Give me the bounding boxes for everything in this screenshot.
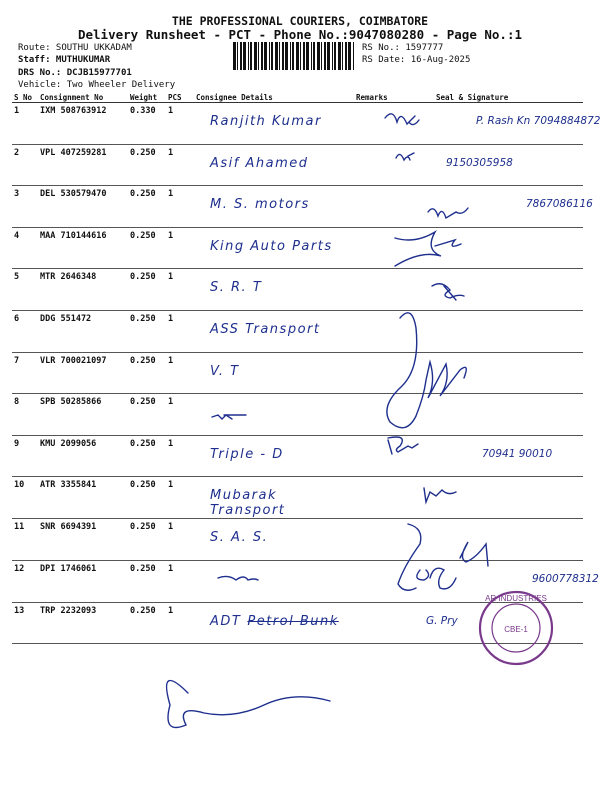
consignee-name: ASS Transport — [210, 321, 321, 337]
signature-cell — [414, 435, 583, 477]
pcs-value: 1 — [166, 186, 194, 228]
pcs-value: 1 — [166, 269, 194, 311]
serial-number: 3 — [12, 186, 38, 228]
remarks-cell — [354, 477, 414, 519]
remarks-cell — [354, 269, 414, 311]
weight-value: 0.250 — [128, 560, 166, 602]
barcode-bar — [321, 42, 322, 70]
weight-value: 0.250 — [128, 186, 166, 228]
barcode-bar — [237, 42, 238, 70]
runsheet-subtitle: Delivery Runsheet - PCT - Phone No.:9047080280 - Page No.:1 — [77, 27, 522, 42]
column-header: Weight — [128, 92, 166, 103]
barcode-bar — [332, 42, 333, 70]
signature-cell — [414, 477, 583, 519]
consignment-number: DPI 1746061 — [38, 560, 128, 602]
signature-cell — [414, 560, 599, 602]
consignment-number: VLR 700021097 — [38, 352, 128, 394]
signature-cell — [414, 186, 593, 228]
signature-text: G. Pry — [426, 614, 458, 627]
remarks-cell — [354, 519, 414, 561]
consignment-number: DEL 530579470 — [38, 186, 128, 228]
weight-value: 0.250 — [128, 519, 166, 561]
pcs-value: 1 — [166, 477, 194, 519]
remarks-cell — [354, 310, 414, 352]
barcode-bar — [296, 42, 299, 70]
barcode-bar — [271, 42, 273, 70]
consignment-number: VPL 407259281 — [38, 144, 128, 186]
consignee-name: ADT — [210, 613, 242, 629]
table-row — [12, 103, 583, 145]
vehicle-label: Vehicle: Two Wheeler Delivery — [18, 80, 176, 90]
weight-value: 0.250 — [128, 227, 166, 269]
staff-label: Staff: MUTHUKUMAR — [18, 55, 111, 65]
consignment-number: DDG 551472 — [38, 310, 128, 352]
barcode-bar — [342, 42, 343, 70]
weight-value: 0.250 — [128, 477, 166, 519]
consignment-number: IXM 508763912 — [38, 103, 128, 145]
remarks-cell — [354, 186, 414, 228]
weight-value: 0.250 — [128, 352, 166, 394]
barcode-bar — [317, 42, 320, 70]
remarks-cell — [354, 144, 414, 186]
remarks-cell — [354, 227, 414, 269]
consignment-number: MAA 710144616 — [38, 227, 128, 269]
column-header: Remarks — [354, 92, 414, 103]
barcode-bar — [264, 42, 267, 70]
serial-number: 12 — [12, 560, 38, 602]
barcode-bar — [254, 42, 257, 70]
signature-cell — [414, 602, 583, 644]
column-header: Consignee Details — [194, 92, 354, 103]
serial-number: 6 — [12, 310, 38, 352]
pcs-value: 1 — [166, 310, 194, 352]
rs-no-label: RS No.: 1597777 — [362, 43, 444, 53]
serial-number: 2 — [12, 144, 38, 186]
consignee-name: S. A. S. — [210, 530, 269, 546]
table-row — [12, 352, 583, 394]
barcode-bar — [292, 42, 294, 70]
table-row — [12, 186, 583, 228]
pcs-value: 1 — [166, 352, 194, 394]
column-header: Seal & Signature — [414, 92, 583, 103]
drs-label: DRS No.: DCJB15977701 — [18, 68, 132, 78]
signature-text: 70941 90010 — [482, 447, 553, 460]
consignee-details-cell — [194, 477, 354, 519]
table-header-row — [12, 92, 583, 103]
barcode-bar — [261, 42, 263, 70]
pcs-value: 1 — [166, 144, 194, 186]
consignee-details-cell — [194, 435, 354, 477]
signature-text: 7867086116 — [526, 198, 593, 211]
consignee-name: V. T — [210, 363, 240, 379]
barcode-bar — [282, 42, 284, 70]
pcs-value: 1 — [166, 519, 194, 561]
barcode-bar — [269, 42, 270, 70]
table-row — [12, 477, 583, 519]
serial-number: 8 — [12, 394, 38, 436]
consignment-number: KMU 2099056 — [38, 435, 128, 477]
barcode-bar — [279, 42, 280, 70]
consignment-number: ATR 3355841 — [38, 477, 128, 519]
route-label: Route: SOUTHU UKKADAM — [18, 43, 132, 53]
serial-number: 13 — [12, 602, 38, 644]
company-title: THE PROFESSIONAL COURIERS, COIMBATORE — [171, 14, 429, 28]
consignment-number: TRP 2232093 — [38, 602, 128, 644]
remarks-cell — [354, 352, 414, 394]
consignee-name: Asif Ahamed — [210, 155, 309, 171]
weight-value: 0.250 — [128, 269, 166, 311]
barcode-bar — [348, 42, 351, 70]
signature-cell — [414, 227, 583, 269]
weight-value: 0.250 — [128, 602, 166, 644]
table-row — [12, 394, 583, 436]
table-row — [12, 227, 583, 269]
seal-subtext: CBE-1 — [504, 625, 528, 634]
barcode-bar — [250, 42, 252, 70]
remarks-cell — [354, 103, 414, 145]
remarks-cell — [354, 435, 414, 477]
serial-number: 10 — [12, 477, 38, 519]
weight-value: 0.250 — [128, 435, 166, 477]
barcode-bar — [303, 42, 305, 70]
barcode-bar — [243, 42, 246, 70]
barcode-bar — [353, 42, 354, 70]
consignment-number: SPB 50285866 — [38, 394, 128, 436]
consignee-details-cell — [194, 269, 354, 311]
consignee-details-cell — [194, 352, 354, 394]
weight-value: 0.250 — [128, 310, 166, 352]
serial-number: 9 — [12, 435, 38, 477]
consignee-name: S. R. T — [210, 280, 263, 296]
seal-text: AR INDUSTRIES — [485, 594, 547, 603]
signature-cell — [414, 144, 583, 186]
pcs-value: 1 — [166, 394, 194, 436]
barcode-bar — [306, 42, 309, 70]
barcode-bar — [324, 42, 326, 70]
pcs-value: 1 — [166, 227, 194, 269]
pcs-value: 1 — [166, 103, 194, 145]
consignee-name: Mubarak Transport — [210, 488, 286, 519]
serial-number: 5 — [12, 269, 38, 311]
table-row — [12, 519, 583, 561]
signature-cell — [414, 519, 583, 561]
barcode-bar — [345, 42, 347, 70]
consignee-name: Ranjith Kumar — [210, 114, 322, 129]
consignee-name: M. S. motors — [210, 197, 310, 213]
consignee-details-cell — [194, 602, 354, 644]
pcs-value: 1 — [166, 435, 194, 477]
table-row — [12, 310, 583, 352]
serial-number: 1 — [12, 103, 38, 145]
rs-date-label: RS Date: 16-Aug-2025 — [362, 55, 471, 65]
consignee-name: King Auto Parts — [210, 238, 333, 254]
barcode-bar — [258, 42, 259, 70]
consignee-details-cell — [194, 227, 354, 269]
barcode-bar — [233, 42, 236, 70]
barcode-bar — [327, 42, 330, 70]
signature-text: 9600778312 — [532, 572, 599, 585]
barcode-bar — [338, 42, 341, 70]
barcode-bar — [311, 42, 312, 70]
barcode — [233, 42, 355, 70]
consignment-number: MTR 2646348 — [38, 269, 128, 311]
barcode-bar — [290, 42, 291, 70]
weight-value: 0.250 — [128, 144, 166, 186]
column-header: S No — [12, 92, 38, 103]
consignment-number: SNR 6694391 — [38, 519, 128, 561]
pcs-value: 1 — [166, 560, 194, 602]
signature-text: P. Rash Kn 7094884872 — [476, 115, 600, 127]
barcode-bar — [248, 42, 249, 70]
pcs-value: 1 — [166, 602, 194, 644]
runsheet-table — [12, 92, 600, 644]
consignee-details-cell — [194, 560, 354, 602]
barcode-bar — [313, 42, 315, 70]
table-row — [12, 602, 583, 644]
barcode-bar — [240, 42, 242, 70]
table-row — [12, 269, 583, 311]
signature-cell — [414, 352, 583, 394]
barcode-bar — [334, 42, 336, 70]
consignee-name: Triple - D — [210, 446, 284, 462]
remarks-cell — [354, 602, 414, 644]
consignee-struck-text: Petrol Bunk — [247, 613, 339, 629]
barcode-bar — [285, 42, 288, 70]
barcode-bar — [300, 42, 301, 70]
serial-number: 11 — [12, 519, 38, 561]
remarks-cell — [354, 394, 414, 436]
signature-cell — [414, 269, 583, 311]
signature-cell — [414, 103, 600, 145]
signature-text: 9150305958 — [446, 156, 513, 169]
table-row — [12, 144, 583, 186]
column-header: Consignment No — [38, 92, 128, 103]
weight-value: 0.330 — [128, 103, 166, 145]
consignee-details-cell — [194, 394, 354, 436]
consignee-details-cell — [194, 103, 354, 145]
consignee-details-cell — [194, 144, 354, 186]
serial-number: 7 — [12, 352, 38, 394]
table-row — [12, 435, 583, 477]
barcode-bar — [275, 42, 278, 70]
consignee-details-cell — [194, 310, 354, 352]
remarks-cell — [354, 560, 414, 602]
serial-number: 4 — [12, 227, 38, 269]
consignee-details-cell — [194, 186, 354, 228]
consignee-details-cell — [194, 519, 354, 561]
weight-value: 0.250 — [128, 394, 166, 436]
table-row — [12, 560, 583, 602]
pen-stroke — [167, 681, 330, 728]
signature-cell — [414, 310, 583, 352]
signature-cell — [414, 394, 583, 436]
column-header: PCS — [166, 92, 194, 103]
